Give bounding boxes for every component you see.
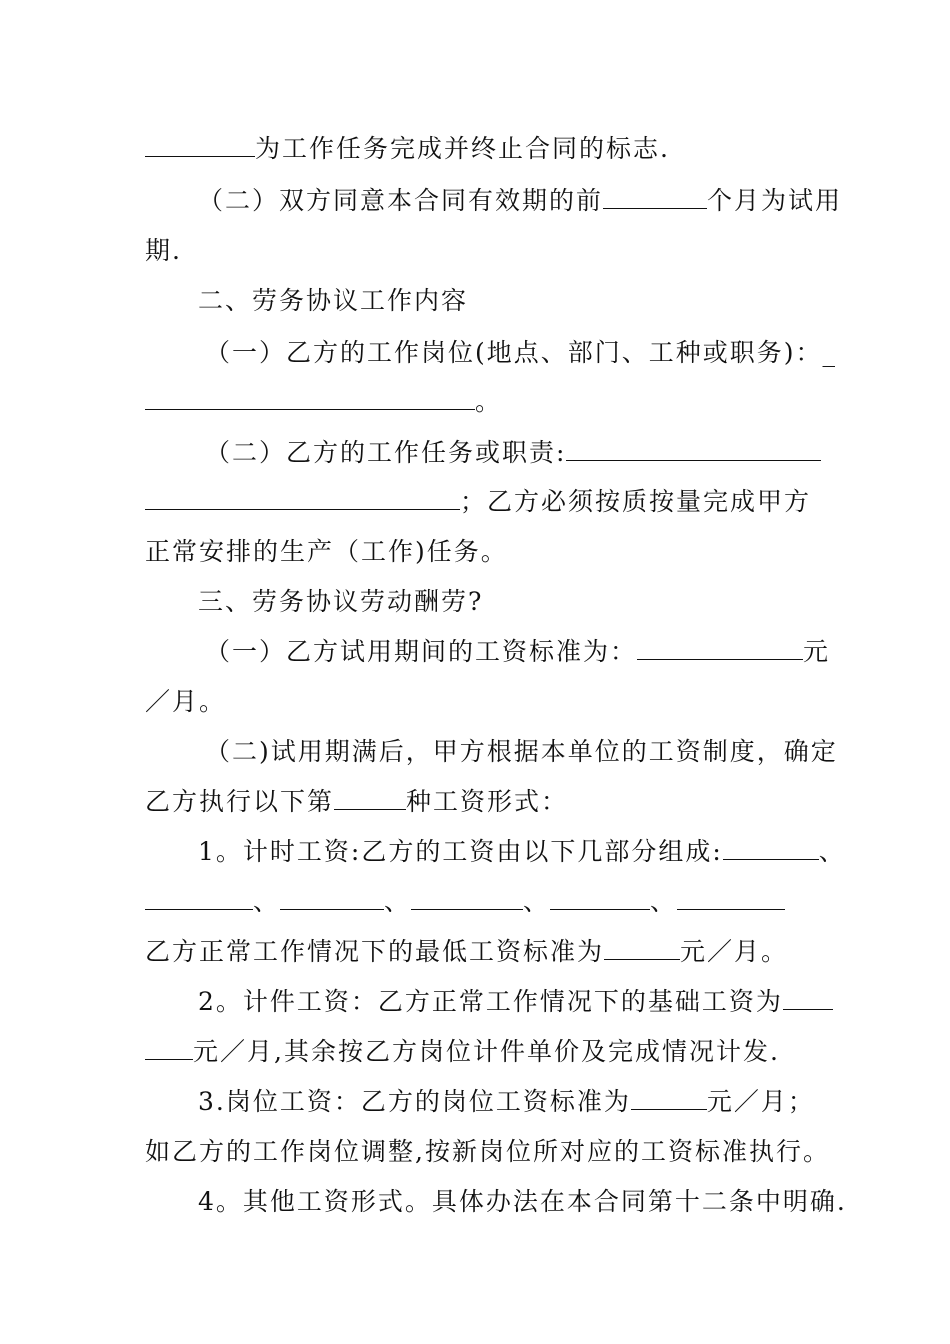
text-line (145, 935, 810, 969)
text-line (205, 635, 870, 669)
line-text: 。 (475, 387, 503, 416)
line-text: 正常安排的生产（工作)任务。 (145, 537, 508, 566)
line-text: 乙方执行以下第 (145, 787, 335, 816)
line-text: 元／月。 (680, 937, 789, 966)
line-text: 个月为试用 (707, 186, 843, 215)
line-text: 2。计件工资：乙方正常工作情况下的基础工资为 (198, 987, 783, 1016)
line-text: 期. (145, 236, 182, 265)
text-line (145, 685, 810, 719)
text-line (145, 485, 810, 519)
separator: 、 (650, 887, 678, 916)
separator: 、 (253, 887, 281, 916)
fill-blank (411, 887, 523, 910)
separator: 、 (384, 887, 412, 916)
fill-blank (145, 387, 475, 410)
text-line (145, 535, 810, 569)
text-line (145, 885, 810, 919)
line-text: 为工作任务完成并终止合同的标志. (255, 134, 670, 163)
fill-blank (334, 787, 406, 810)
line-text: 4。其他工资形式。具体办法在本合同第十二条中明确. (198, 1187, 847, 1216)
fill-blank (783, 987, 833, 1010)
text-line (198, 835, 846, 869)
fill-blank (145, 1037, 193, 1060)
line-text: （二)试用期满后，甲方根据本单位的工资制度，确定 (205, 737, 838, 766)
heading-text: 二、劳务协议工作内容 (198, 286, 469, 315)
fill-blank (566, 438, 821, 461)
line-text: 乙方正常工作情况下的最低工资标准为 (145, 937, 605, 966)
text-line (198, 985, 810, 1019)
fill-blank (604, 937, 680, 960)
section-heading (198, 585, 863, 619)
text-line (145, 385, 810, 419)
fill-blank (723, 837, 819, 860)
fill-blank (631, 1087, 707, 1110)
text-line (145, 785, 810, 819)
text-line (205, 735, 870, 769)
text-line (198, 184, 863, 218)
line-text: 3.岗位工资：乙方的岗位工资标准为 (198, 1087, 631, 1116)
line-text: 种工资形式： (406, 787, 569, 816)
text-line (145, 132, 810, 166)
text-line (145, 234, 810, 268)
text-line (145, 1035, 810, 1069)
fill-blank (637, 637, 803, 660)
text-line (198, 1085, 815, 1119)
text-line (145, 1135, 830, 1169)
line-text: 元／月； (706, 1087, 815, 1116)
fill-blank (145, 487, 460, 510)
separator: 、 (523, 887, 551, 916)
line-text: （一）乙方的工作岗位(地点、部门、工种或职务)：_ (205, 338, 838, 367)
heading-text: 三、劳务协议劳动酬劳? (198, 587, 484, 616)
line-text: 1。计时工资:乙方的工资由以下几部分组成: (198, 837, 723, 866)
line-text: （二）双方同意本合同有效期的前 (198, 186, 604, 215)
line-text: 元／月,其余按乙方岗位计件单价及完成情况计发. (193, 1037, 780, 1066)
text-line (198, 1185, 847, 1219)
fill-blank (550, 887, 650, 910)
line-text: 元 (803, 637, 831, 666)
fill-blank (145, 887, 253, 910)
text-line (205, 436, 870, 470)
fill-blank (677, 887, 785, 910)
line-text: 、 (818, 837, 846, 866)
line-text: ／月。 (145, 687, 227, 716)
fill-blank (145, 134, 255, 157)
line-text: （二）乙方的工作任务或职责: (205, 438, 567, 467)
line-text: ；乙方必须按质按量完成甲方 (460, 487, 812, 516)
section-heading (198, 284, 863, 318)
line-text: （一）乙方试用期间的工资标准为： (205, 637, 638, 666)
fill-blank (280, 887, 384, 910)
fill-blank (603, 186, 707, 209)
text-line (205, 336, 870, 370)
line-text: 如乙方的工作岗位调整,按新岗位所对应的工资标准执行。 (145, 1137, 830, 1166)
